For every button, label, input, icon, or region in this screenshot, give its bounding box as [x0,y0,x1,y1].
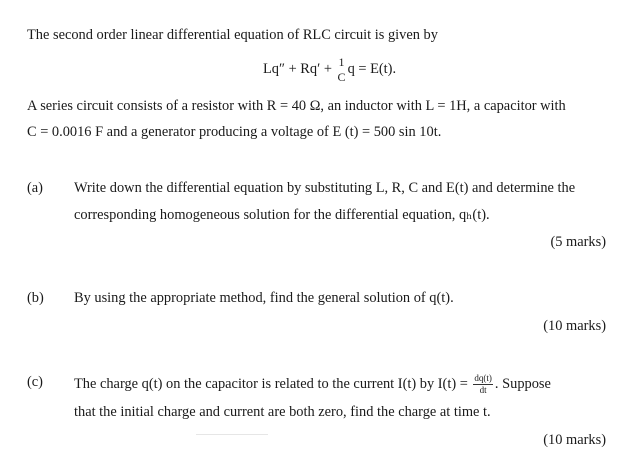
part-c-line-1 [74,374,551,395]
divider [196,434,268,435]
part-b-label: (b) [27,290,44,306]
dq-dt-fraction [473,374,493,395]
equation-part-1: Lq″ + Rq′ + [263,60,336,77]
fraction-numerator: 1 [338,55,345,69]
dq-dt-numerator: dq(t) [474,373,492,383]
part-b-marks: (10 marks) [543,318,606,334]
part-a-marks: (5 marks) [550,234,606,250]
dq-dt-denominator: dt [479,385,487,395]
rlc-equation [263,56,396,83]
equation-part-2: q = E(t). [347,60,397,77]
part-c-marks: (10 marks) [543,432,606,448]
intro-text: The second order linear differential equation of RLC circuit is given by [27,27,438,43]
part-a-label: (a) [27,180,43,196]
part-c-label: (c) [27,374,43,390]
part-c-line-2: that the initial charge and current are both zero, find the charge at time t. [74,404,491,420]
circuit-description-line-2: C = 0.0016 F and a generator producing a voltage of E (t) = 500 sin 10t. [27,124,442,140]
part-a-line-2: corresponding homogeneous solution for the differential equation, qₕ(t). [74,207,490,223]
part-c-line-1-start: The charge q(t) on the capacitor is related to the current I(t) by I(t) = [74,375,472,392]
part-c-line-1-end: . Suppose [494,375,551,392]
one-over-c-fraction [338,56,346,83]
part-b-line-1: By using the appropriate method, find the general solution of q(t). [74,290,454,306]
fraction-denominator: C [337,70,346,84]
circuit-description-line-1: A series circuit consists of a resistor with R = 40 Ω, an inductor with L = 1H, a capacitor with [27,98,566,114]
part-a-line-1: Write down the differential equation by substituting L, R, C and E(t) and determine the [74,180,576,196]
